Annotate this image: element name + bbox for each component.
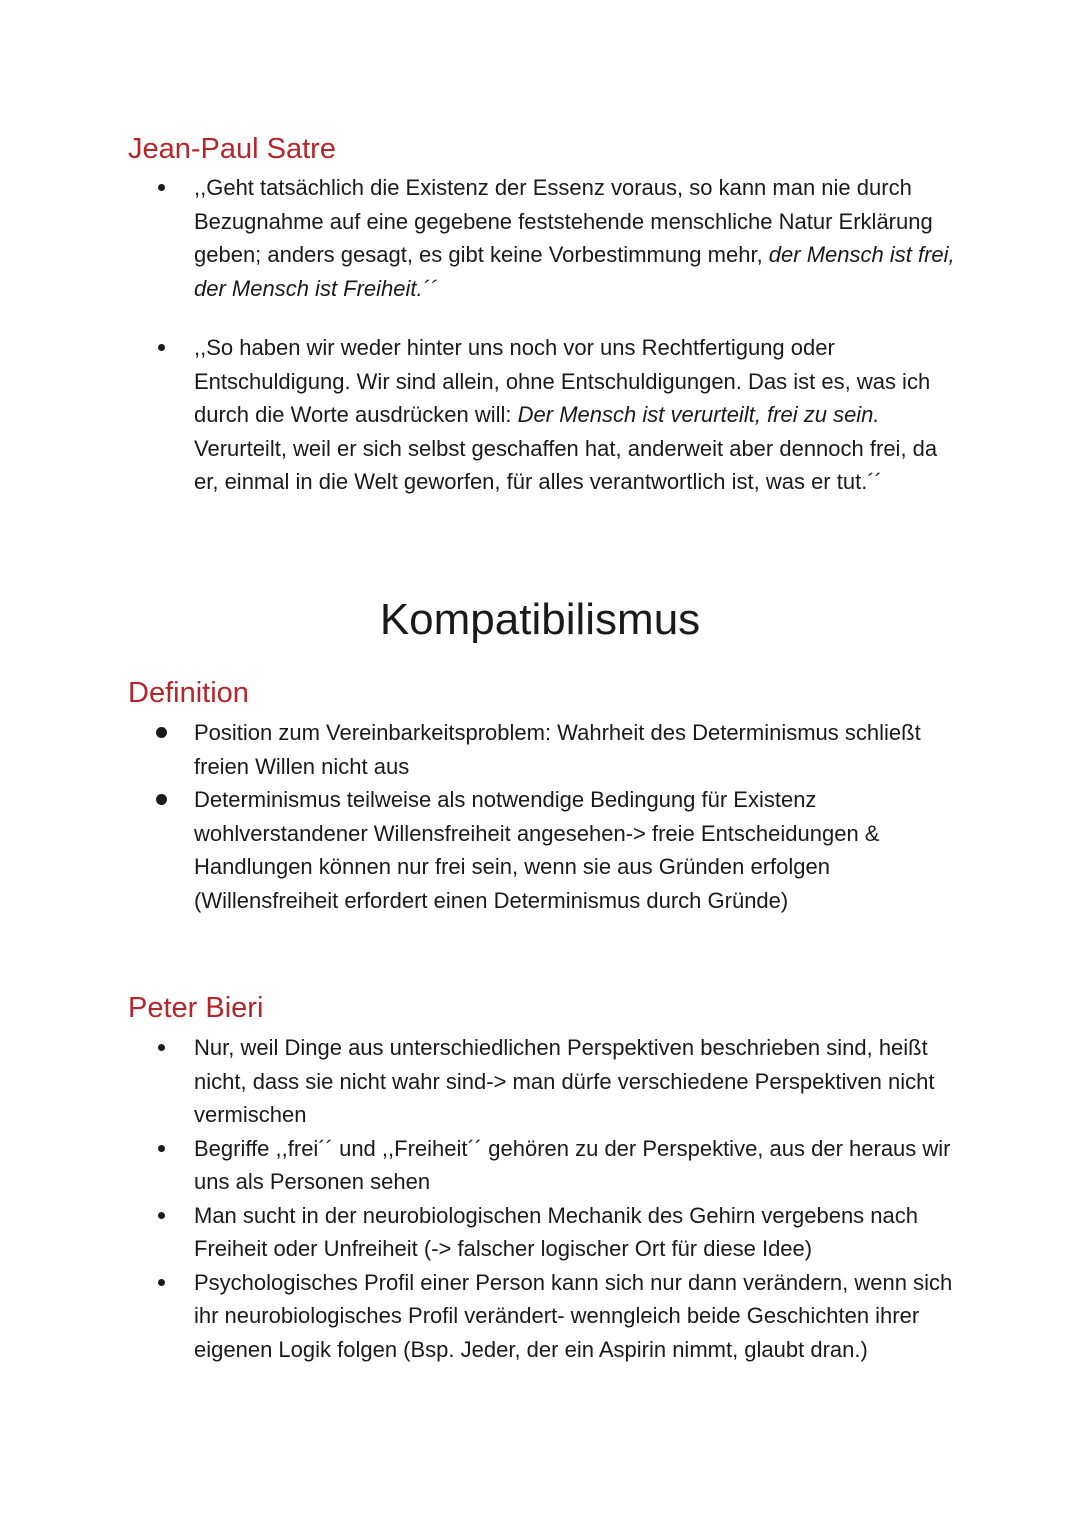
- bieri-item-text: Nur, weil Dinge aus unterschiedlichen Perspektiven beschrieben sind, heißt nicht, dass sie nicht wahr sind-> man dürfe verschiedene Perspektiven nicht vermischen: [194, 1035, 935, 1127]
- satre-quote-2-text-a: ,,So haben wir weder hinter uns noch vor uns Rechtfertigung oder Entschuldigung. Wir sind allein, ohne Entschuldigungen. Das ist es, was ich durch die Worte ausdrücken will:: [194, 335, 931, 427]
- heading-satre: Jean-Paul Satre: [128, 133, 336, 165]
- satre-quote-1-text: ,,Geht tatsächlich die Existenz der Essenz voraus, so kann man nie durch Bezugnahme auf eine gegebene feststehende menschliche Natur Erklärung geben; anders gesagt, es gibt keine Vorbestimmung mehr,: [194, 175, 933, 267]
- definition-list: [0, 716, 1080, 917]
- bullet-icon: [158, 184, 165, 191]
- satre-quote-1-italic: der Mensch ist frei, der Mensch ist Freiheit.´´: [194, 242, 955, 301]
- definition-item-text: Determinismus teilweise als notwendige Bedingung für Existenz wohlverstandener Willensfreiheit angesehen-> freie Entscheidungen & Handlungen können nur frei sein, wenn sie aus Gründen erfolgen (Willensfreiheit erfordert einen Determinismus durch Gründe): [194, 787, 880, 913]
- bullet-icon: [158, 1145, 165, 1152]
- title-kompatibilismus: Kompatibilismus: [379, 595, 701, 644]
- bieri-item-text: Psychologisches Profil einer Person kann sich nur dann verändern, wenn sich ihr neurobiologisches Profil verändert- wenngleich beide Geschichten ihrer eigenen Logik folgen (Bsp. Jeder, der ein Aspirin nimmt, glaubt dran.): [194, 1269, 953, 1362]
- satre-quote-2-italic: Der Mensch ist verurteilt, frei zu sein.: [517, 402, 880, 427]
- definition-item-text: Position zum Vereinbarkeitsproblem: Wahrheit des Determinismus schließt freien Willen nicht aus: [194, 720, 921, 779]
- bieri-item: [0, 1266, 1080, 1367]
- bullet-icon: [158, 1044, 165, 1051]
- satre-quote-2: [0, 331, 1080, 499]
- heading-bieri: Peter Bieri: [128, 992, 264, 1024]
- bieri-item: [0, 1132, 1080, 1199]
- bullet-icon: [158, 1212, 165, 1219]
- bieri-item: [0, 1199, 1080, 1266]
- bieri-list: [0, 1031, 1080, 1366]
- satre-quote-1: [0, 171, 1080, 305]
- bieri-item: [0, 1031, 1080, 1132]
- bullet-icon: [158, 344, 165, 351]
- bullet-icon: [156, 727, 167, 738]
- definition-item: [0, 783, 1080, 917]
- satre-quotes-list: [0, 171, 1080, 499]
- definition-item: [0, 716, 1080, 783]
- satre-quote-2-text-b: Verurteilt, weil er sich selbst geschaffen hat, anderweit aber dennoch frei, da er, einmal in die Welt geworfen, für alles verantwortlich ist, was er tut.´´: [194, 435, 938, 494]
- bullet-icon: [158, 1279, 165, 1286]
- bieri-item-text: Man sucht in der neurobiologischen Mechanik des Gehirn vergebens nach Freiheit oder Unfreiheit (-> falscher logischer Ort für diese Idee): [194, 1202, 918, 1261]
- heading-definition: Definition: [128, 677, 249, 709]
- bieri-item-text: Begriffe ,,frei´´ und ,,Freiheit´´ gehören zu der Perspektive, aus der heraus wir uns als Personen sehen: [194, 1135, 951, 1194]
- bullet-icon: [156, 794, 167, 805]
